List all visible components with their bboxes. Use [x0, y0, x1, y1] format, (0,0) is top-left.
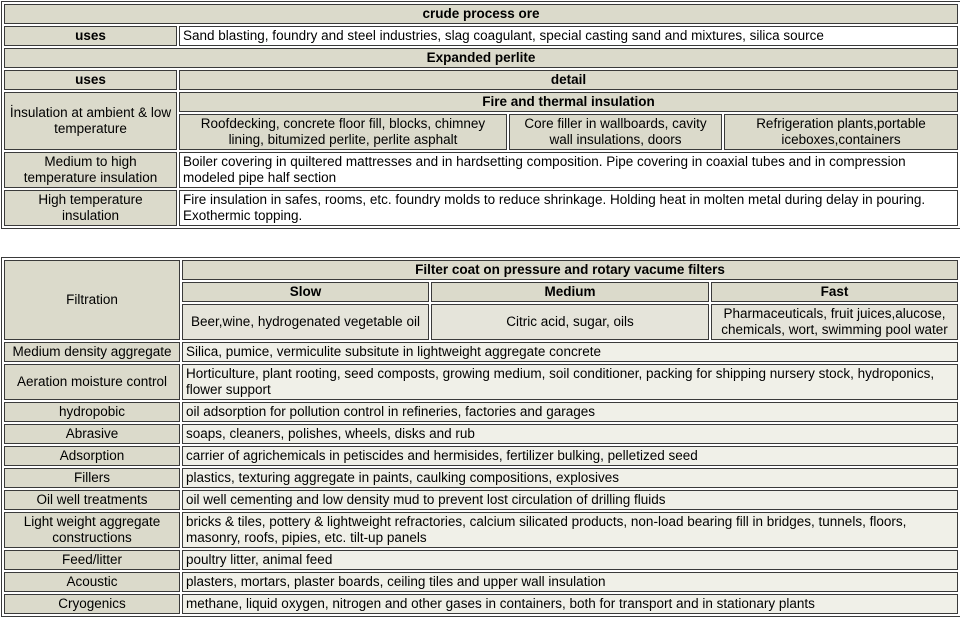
- table-row: [4, 512, 958, 548]
- crude-ore-title: crude process ore: [4, 4, 958, 24]
- filtration-group-label: Filtration: [4, 260, 180, 340]
- expanded-detail-header: detail: [179, 70, 958, 90]
- table-row: [4, 152, 958, 188]
- insulation-ambient-label: İnsulation at ambient & low temperature: [4, 92, 177, 150]
- table-row: [4, 490, 958, 510]
- filter-coat-header: Filter coat on pressure and rotary vacume filters: [182, 260, 958, 280]
- table-row: [4, 260, 958, 280]
- table-row: [4, 26, 958, 46]
- row-label: Cryogenics: [4, 594, 180, 614]
- table-row: [4, 4, 958, 24]
- speed-header-medium: Medium: [431, 282, 709, 302]
- fire-thermal-header: Fire and thermal insulation: [179, 92, 958, 112]
- table-row: [4, 364, 958, 400]
- fire-thermal-cell-roofdecking: Roofdecking, concrete floor fill, blocks, chimney lining, bitumized perlite, perlite asphalt: [179, 114, 507, 150]
- row-label: Medium to high temperature insulation: [4, 152, 177, 188]
- perlite-uses-table: [1, 1, 960, 229]
- row-value: Horticulture, plant rooting, seed composts, growing medium, soil conditioner, packing for shipping nursery stock, hydroponics, flower support: [182, 364, 958, 400]
- row-label: Oil well treatments: [4, 490, 180, 510]
- row-value: carrier of agrichemicals in petiscides and hermisides, fertilizer bulking, pelletized seed: [182, 446, 958, 466]
- table-row: [4, 48, 958, 68]
- row-value: oil adsorption for pollution control in refineries, factories and garages: [182, 402, 958, 422]
- speed-header-slow: Slow: [182, 282, 429, 302]
- expanded-perlite-applications-table: [1, 257, 960, 617]
- table-row: [4, 190, 958, 226]
- crude-uses-value: Sand blasting, foundry and steel industries, slag coagulant, special casting sand and mixtures, silica source: [179, 26, 958, 46]
- table-row: [4, 572, 958, 592]
- table-row: [4, 92, 958, 112]
- fire-thermal-cell-core-filler: Core filler in wallboards, cavity wall insulations, doors: [509, 114, 722, 150]
- row-value: oil well cementing and low density mud to prevent lost circulation of drilling fluids: [182, 490, 958, 510]
- row-value: Silica, pumice, vermiculite subsitute in lightweight aggregate concrete: [182, 342, 958, 362]
- row-value: poultry litter, animal feed: [182, 550, 958, 570]
- row-label: Aeration moisture control: [4, 364, 180, 400]
- expanded-perlite-title: Expanded perlite: [4, 48, 958, 68]
- table-separator: [0, 229, 958, 257]
- speed-header-fast: Fast: [711, 282, 958, 302]
- row-value: plasters, mortars, plaster boards, ceiling tiles and upper wall insulation: [182, 572, 958, 592]
- table-row: [4, 424, 958, 444]
- table-row: [4, 550, 958, 570]
- table-row: [4, 70, 958, 90]
- fire-thermal-cell-refrigeration: Refrigeration plants,portable iceboxes,containers: [724, 114, 958, 150]
- row-value: bricks & tiles, pottery & lightweight refractories, calcium silicated products, non-load bearing fill in bridges, tunnels, floors, masonry, roofs, pipies, etc. tilt-up panels: [182, 512, 958, 548]
- expanded-uses-header: uses: [4, 70, 177, 90]
- row-label: Fillers: [4, 468, 180, 488]
- speed-value-fast: Pharmaceuticals, fruit juices,alucose, chemicals, wort, swimming pool water: [711, 304, 958, 340]
- speed-value-slow: Beer,wine, hydrogenated vegetable oil: [182, 304, 429, 340]
- row-label: Feed/litter: [4, 550, 180, 570]
- row-label: Acoustic: [4, 572, 180, 592]
- table-row: [4, 402, 958, 422]
- crude-uses-label: uses: [4, 26, 177, 46]
- row-label: Light weight aggregate constructions: [4, 512, 180, 548]
- row-label: Abrasive: [4, 424, 180, 444]
- row-label: hydropobic: [4, 402, 180, 422]
- row-value: plastics, texturing aggregate in paints, caulking compositions, explosives: [182, 468, 958, 488]
- row-value: soaps, cleaners, polishes, wheels, disks and rub: [182, 424, 958, 444]
- row-label: Medium density aggregate: [4, 342, 180, 362]
- table-row: [4, 594, 958, 614]
- table-row: [4, 468, 958, 488]
- row-value: methane, liquid oxygen, nitrogen and other gases in containers, both for transport and in stationary plants: [182, 594, 958, 614]
- speed-value-medium: Citric acid, sugar, oils: [431, 304, 709, 340]
- row-label: Adsorption: [4, 446, 180, 466]
- row-label: High temperature insulation: [4, 190, 177, 226]
- row-value: Boiler covering in quiltered mattresses and in hardsetting composition. Pipe covering in coaxial tubes and in compression modeled pipe half section: [179, 152, 958, 188]
- table-row: [4, 342, 958, 362]
- row-value: Fire insulation in safes, rooms, etc. foundry molds to reduce shrinkage. Holding heat in molten metal during delay in pouring. Exothermic topping.: [179, 190, 958, 226]
- table-row: [4, 446, 958, 466]
